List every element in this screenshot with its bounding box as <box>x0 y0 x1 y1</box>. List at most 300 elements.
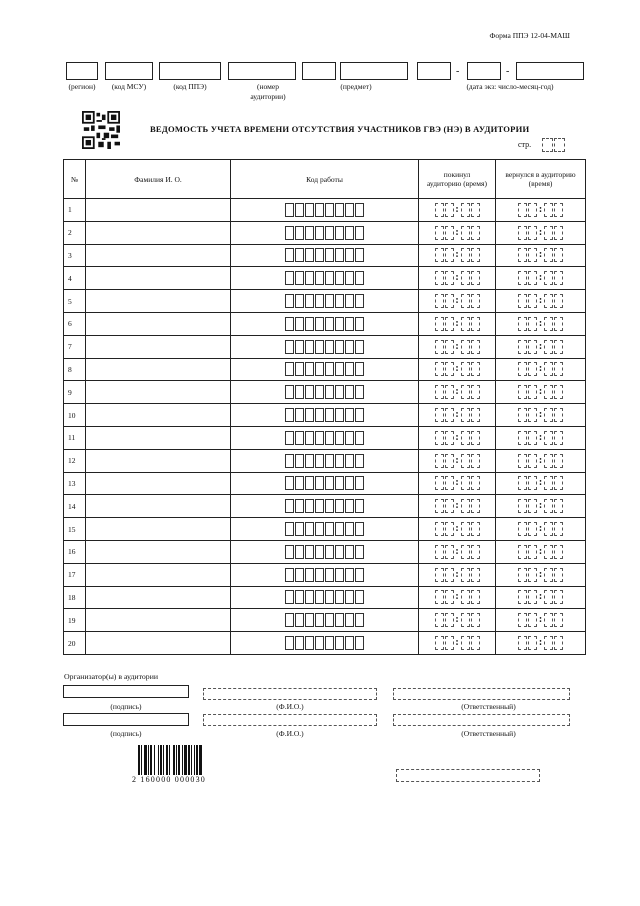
digit-cell[interactable] <box>554 226 563 240</box>
digit-cell[interactable] <box>305 362 314 376</box>
digit-cell[interactable] <box>315 317 324 331</box>
digit-cell[interactable] <box>285 248 294 262</box>
name-cell[interactable] <box>86 472 231 495</box>
digit-cell[interactable] <box>461 636 470 650</box>
digit-cell[interactable] <box>315 522 324 536</box>
digit-cell[interactable] <box>445 226 454 240</box>
digit-cell[interactable] <box>305 271 314 285</box>
digit-cell[interactable] <box>335 226 344 240</box>
digit-cell[interactable] <box>295 248 304 262</box>
digit-cell[interactable] <box>295 271 304 285</box>
name-cell[interactable] <box>86 381 231 404</box>
digit-cell[interactable] <box>355 226 364 240</box>
digit-cell[interactable] <box>325 568 334 582</box>
digit-cell[interactable] <box>461 499 470 513</box>
digit-cell[interactable] <box>295 522 304 536</box>
digit-cell[interactable] <box>305 613 314 627</box>
digit-cell[interactable] <box>471 522 480 536</box>
digit-cell[interactable] <box>544 590 553 604</box>
digit-cell[interactable] <box>285 271 294 285</box>
digit-cell[interactable] <box>295 568 304 582</box>
digit-cell[interactable] <box>461 613 470 627</box>
digit-cell[interactable] <box>528 499 537 513</box>
digit-cell[interactable] <box>345 317 354 331</box>
digit-cell[interactable] <box>355 385 364 399</box>
digit-cell[interactable] <box>355 454 364 468</box>
digit-cell[interactable] <box>335 590 344 604</box>
digit-cell[interactable] <box>355 294 364 308</box>
digit-cell[interactable] <box>315 545 324 559</box>
digit-cell[interactable] <box>435 408 444 422</box>
digit-cell[interactable] <box>345 568 354 582</box>
digit-cell[interactable] <box>461 568 470 582</box>
digit-cell[interactable] <box>355 636 364 650</box>
date-month-field[interactable] <box>467 62 501 80</box>
digit-cell[interactable] <box>325 431 334 445</box>
digit-cell[interactable] <box>335 545 344 559</box>
digit-cell[interactable] <box>305 203 314 217</box>
digit-cell[interactable] <box>445 545 454 559</box>
digit-cell[interactable] <box>528 203 537 217</box>
digit-cell[interactable] <box>335 636 344 650</box>
digit-cell[interactable] <box>305 568 314 582</box>
digit-cell[interactable] <box>518 454 527 468</box>
digit-cell[interactable] <box>518 294 527 308</box>
digit-cell[interactable] <box>355 522 364 536</box>
digit-cell[interactable] <box>315 590 324 604</box>
digit-cell[interactable] <box>528 408 537 422</box>
digit-cell[interactable] <box>518 408 527 422</box>
digit-cell[interactable] <box>315 248 324 262</box>
digit-cell[interactable] <box>295 454 304 468</box>
digit-cell[interactable] <box>445 248 454 262</box>
room-number-field[interactable] <box>228 62 296 80</box>
digit-cell[interactable] <box>544 340 553 354</box>
digit-cell[interactable] <box>471 248 480 262</box>
digit-cell[interactable] <box>315 454 324 468</box>
digit-cell[interactable] <box>285 590 294 604</box>
digit-cell[interactable] <box>554 613 563 627</box>
digit-cell[interactable] <box>461 271 470 285</box>
digit-cell[interactable] <box>305 294 314 308</box>
digit-cell[interactable] <box>285 522 294 536</box>
name-cell[interactable] <box>86 244 231 267</box>
subject-name-field[interactable] <box>340 62 408 80</box>
digit-cell[interactable] <box>435 499 444 513</box>
digit-cell[interactable] <box>471 226 480 240</box>
digit-cell[interactable] <box>295 499 304 513</box>
digit-cell[interactable] <box>554 340 563 354</box>
digit-cell[interactable] <box>518 431 527 445</box>
digit-cell[interactable] <box>295 636 304 650</box>
msu-code-field[interactable] <box>105 62 153 80</box>
digit-cell[interactable] <box>325 317 334 331</box>
digit-cell[interactable] <box>285 226 294 240</box>
ppe-code-field[interactable] <box>159 62 221 80</box>
organizer1-fio-field[interactable] <box>203 688 377 700</box>
date-year-field[interactable] <box>516 62 584 80</box>
digit-cell[interactable] <box>544 408 553 422</box>
digit-cell[interactable] <box>461 385 470 399</box>
digit-cell[interactable] <box>345 545 354 559</box>
digit-cell[interactable] <box>445 522 454 536</box>
digit-cell[interactable] <box>445 203 454 217</box>
digit-cell[interactable] <box>345 476 354 490</box>
name-cell[interactable] <box>86 540 231 563</box>
digit-cell[interactable] <box>285 431 294 445</box>
digit-cell[interactable] <box>285 362 294 376</box>
digit-cell[interactable] <box>528 431 537 445</box>
digit-cell[interactable] <box>461 317 470 331</box>
digit-cell[interactable] <box>518 499 527 513</box>
digit-cell[interactable] <box>325 385 334 399</box>
digit-cell[interactable] <box>335 613 344 627</box>
digit-cell[interactable] <box>445 271 454 285</box>
digit-cell[interactable] <box>435 522 444 536</box>
digit-cell[interactable] <box>315 613 324 627</box>
digit-cell[interactable] <box>345 271 354 285</box>
digit-cell[interactable] <box>345 590 354 604</box>
digit-cell[interactable] <box>471 362 480 376</box>
name-cell[interactable] <box>86 358 231 381</box>
digit-cell[interactable] <box>355 317 364 331</box>
digit-cell[interactable] <box>355 590 364 604</box>
name-cell[interactable] <box>86 290 231 313</box>
digit-cell[interactable] <box>345 248 354 262</box>
digit-cell[interactable] <box>305 454 314 468</box>
digit-cell[interactable] <box>325 613 334 627</box>
digit-cell[interactable] <box>335 568 344 582</box>
digit-cell[interactable] <box>335 385 344 399</box>
digit-cell[interactable] <box>285 499 294 513</box>
digit-cell[interactable] <box>471 454 480 468</box>
digit-cell[interactable] <box>435 636 444 650</box>
digit-cell[interactable] <box>461 362 470 376</box>
digit-cell[interactable] <box>285 317 294 331</box>
digit-cell[interactable] <box>355 499 364 513</box>
digit-cell[interactable] <box>345 454 354 468</box>
digit-cell[interactable] <box>325 271 334 285</box>
digit-cell[interactable] <box>445 568 454 582</box>
digit-cell[interactable] <box>544 203 553 217</box>
organizer2-responsible-field[interactable] <box>393 714 570 726</box>
digit-cell[interactable] <box>445 385 454 399</box>
digit-cell[interactable] <box>435 271 444 285</box>
digit-cell[interactable] <box>435 317 444 331</box>
digit-cell[interactable] <box>325 248 334 262</box>
digit-cell[interactable] <box>295 317 304 331</box>
digit-cell[interactable] <box>518 522 527 536</box>
digit-cell[interactable] <box>315 362 324 376</box>
digit-cell[interactable] <box>315 636 324 650</box>
digit-cell[interactable] <box>325 499 334 513</box>
digit-cell[interactable] <box>461 522 470 536</box>
digit-cell[interactable] <box>295 408 304 422</box>
digit-cell[interactable] <box>518 317 527 331</box>
digit-cell[interactable] <box>335 271 344 285</box>
digit-cell[interactable] <box>355 613 364 627</box>
digit-cell[interactable] <box>285 294 294 308</box>
digit-cell[interactable] <box>518 248 527 262</box>
digit-cell[interactable] <box>355 431 364 445</box>
digit-cell[interactable] <box>305 317 314 331</box>
digit-cell[interactable] <box>554 499 563 513</box>
digit-cell[interactable] <box>345 408 354 422</box>
organizer1-responsible-field[interactable] <box>393 688 570 700</box>
digit-cell[interactable] <box>295 385 304 399</box>
digit-cell[interactable] <box>471 590 480 604</box>
digit-cell[interactable] <box>518 362 527 376</box>
digit-cell[interactable] <box>355 248 364 262</box>
digit-cell[interactable] <box>544 248 553 262</box>
digit-cell[interactable] <box>435 454 444 468</box>
digit-cell[interactable] <box>335 476 344 490</box>
digit-cell[interactable] <box>345 294 354 308</box>
digit-cell[interactable] <box>295 340 304 354</box>
digit-cell[interactable] <box>285 545 294 559</box>
digit-cell[interactable] <box>305 248 314 262</box>
name-cell[interactable] <box>86 586 231 609</box>
digit-cell[interactable] <box>435 431 444 445</box>
digit-cell[interactable] <box>345 385 354 399</box>
region-field[interactable] <box>66 62 98 80</box>
digit-cell[interactable] <box>461 476 470 490</box>
digit-cell[interactable] <box>325 203 334 217</box>
digit-cell[interactable] <box>554 636 563 650</box>
digit-cell[interactable] <box>295 476 304 490</box>
digit-cell[interactable] <box>528 636 537 650</box>
digit-cell[interactable] <box>435 545 444 559</box>
digit-cell[interactable] <box>305 545 314 559</box>
digit-cell[interactable] <box>554 203 563 217</box>
digit-cell[interactable] <box>544 385 553 399</box>
digit-cell[interactable] <box>471 499 480 513</box>
digit-cell[interactable] <box>544 454 553 468</box>
digit-cell[interactable] <box>518 385 527 399</box>
digit-cell[interactable] <box>345 499 354 513</box>
digit-cell[interactable] <box>445 294 454 308</box>
digit-cell[interactable] <box>518 613 527 627</box>
digit-cell[interactable] <box>471 613 480 627</box>
digit-cell[interactable] <box>305 385 314 399</box>
digit-cell[interactable] <box>528 271 537 285</box>
page-digit-field[interactable] <box>554 138 565 152</box>
digit-cell[interactable] <box>305 636 314 650</box>
digit-cell[interactable] <box>305 590 314 604</box>
name-cell[interactable] <box>86 199 231 222</box>
digit-cell[interactable] <box>315 340 324 354</box>
digit-cell[interactable] <box>355 340 364 354</box>
digit-cell[interactable] <box>518 545 527 559</box>
digit-cell[interactable] <box>471 317 480 331</box>
digit-cell[interactable] <box>471 203 480 217</box>
digit-cell[interactable] <box>345 226 354 240</box>
digit-cell[interactable] <box>518 636 527 650</box>
organizer1-signature-field[interactable] <box>63 685 189 698</box>
digit-cell[interactable] <box>435 362 444 376</box>
digit-cell[interactable] <box>471 545 480 559</box>
digit-cell[interactable] <box>345 203 354 217</box>
organizer2-fio-field[interactable] <box>203 714 377 726</box>
digit-cell[interactable] <box>355 408 364 422</box>
digit-cell[interactable] <box>445 499 454 513</box>
digit-cell[interactable] <box>461 294 470 308</box>
digit-cell[interactable] <box>554 271 563 285</box>
digit-cell[interactable] <box>435 385 444 399</box>
digit-cell[interactable] <box>285 613 294 627</box>
digit-cell[interactable] <box>554 476 563 490</box>
digit-cell[interactable] <box>461 248 470 262</box>
digit-cell[interactable] <box>435 340 444 354</box>
digit-cell[interactable] <box>554 408 563 422</box>
name-cell[interactable] <box>86 449 231 472</box>
digit-cell[interactable] <box>554 568 563 582</box>
digit-cell[interactable] <box>461 226 470 240</box>
digit-cell[interactable] <box>544 362 553 376</box>
digit-cell[interactable] <box>528 340 537 354</box>
digit-cell[interactable] <box>544 476 553 490</box>
digit-cell[interactable] <box>528 568 537 582</box>
name-cell[interactable] <box>86 404 231 427</box>
digit-cell[interactable] <box>544 613 553 627</box>
digit-cell[interactable] <box>355 271 364 285</box>
name-cell[interactable] <box>86 632 231 655</box>
digit-cell[interactable] <box>295 590 304 604</box>
digit-cell[interactable] <box>445 362 454 376</box>
digit-cell[interactable] <box>325 545 334 559</box>
digit-cell[interactable] <box>345 431 354 445</box>
digit-cell[interactable] <box>305 431 314 445</box>
digit-cell[interactable] <box>315 431 324 445</box>
date-day-field[interactable] <box>417 62 451 80</box>
digit-cell[interactable] <box>461 454 470 468</box>
digit-cell[interactable] <box>544 317 553 331</box>
digit-cell[interactable] <box>528 362 537 376</box>
digit-cell[interactable] <box>295 203 304 217</box>
digit-cell[interactable] <box>461 590 470 604</box>
digit-cell[interactable] <box>325 522 334 536</box>
digit-cell[interactable] <box>528 294 537 308</box>
digit-cell[interactable] <box>435 613 444 627</box>
digit-cell[interactable] <box>345 340 354 354</box>
name-cell[interactable] <box>86 426 231 449</box>
digit-cell[interactable] <box>285 636 294 650</box>
digit-cell[interactable] <box>435 476 444 490</box>
digit-cell[interactable] <box>335 408 344 422</box>
digit-cell[interactable] <box>285 203 294 217</box>
digit-cell[interactable] <box>518 568 527 582</box>
digit-cell[interactable] <box>315 294 324 308</box>
digit-cell[interactable] <box>461 545 470 559</box>
digit-cell[interactable] <box>445 454 454 468</box>
digit-cell[interactable] <box>325 408 334 422</box>
digit-cell[interactable] <box>305 476 314 490</box>
digit-cell[interactable] <box>345 636 354 650</box>
digit-cell[interactable] <box>335 362 344 376</box>
name-cell[interactable] <box>86 495 231 518</box>
digit-cell[interactable] <box>325 590 334 604</box>
name-cell[interactable] <box>86 518 231 541</box>
digit-cell[interactable] <box>325 636 334 650</box>
digit-cell[interactable] <box>335 317 344 331</box>
digit-cell[interactable] <box>471 385 480 399</box>
digit-cell[interactable] <box>435 203 444 217</box>
digit-cell[interactable] <box>471 408 480 422</box>
digit-cell[interactable] <box>544 568 553 582</box>
digit-cell[interactable] <box>528 476 537 490</box>
digit-cell[interactable] <box>435 294 444 308</box>
digit-cell[interactable] <box>295 226 304 240</box>
digit-cell[interactable] <box>528 613 537 627</box>
digit-cell[interactable] <box>335 248 344 262</box>
digit-cell[interactable] <box>305 408 314 422</box>
digit-cell[interactable] <box>335 499 344 513</box>
digit-cell[interactable] <box>305 499 314 513</box>
digit-cell[interactable] <box>285 408 294 422</box>
digit-cell[interactable] <box>435 226 444 240</box>
digit-cell[interactable] <box>305 340 314 354</box>
digit-cell[interactable] <box>445 476 454 490</box>
digit-cell[interactable] <box>345 362 354 376</box>
digit-cell[interactable] <box>335 454 344 468</box>
digit-cell[interactable] <box>471 431 480 445</box>
name-cell[interactable] <box>86 221 231 244</box>
digit-cell[interactable] <box>315 408 324 422</box>
digit-cell[interactable] <box>471 294 480 308</box>
digit-cell[interactable] <box>471 340 480 354</box>
name-cell[interactable] <box>86 335 231 358</box>
digit-cell[interactable] <box>295 294 304 308</box>
digit-cell[interactable] <box>325 294 334 308</box>
name-cell[interactable] <box>86 312 231 335</box>
digit-cell[interactable] <box>544 271 553 285</box>
digit-cell[interactable] <box>461 203 470 217</box>
digit-cell[interactable] <box>435 590 444 604</box>
digit-cell[interactable] <box>305 522 314 536</box>
digit-cell[interactable] <box>518 271 527 285</box>
digit-cell[interactable] <box>528 248 537 262</box>
digit-cell[interactable] <box>544 431 553 445</box>
digit-cell[interactable] <box>445 317 454 331</box>
digit-cell[interactable] <box>335 203 344 217</box>
digit-cell[interactable] <box>528 522 537 536</box>
bottom-field[interactable] <box>396 769 540 782</box>
digit-cell[interactable] <box>554 362 563 376</box>
digit-cell[interactable] <box>335 294 344 308</box>
digit-cell[interactable] <box>315 476 324 490</box>
digit-cell[interactable] <box>335 340 344 354</box>
digit-cell[interactable] <box>461 408 470 422</box>
digit-cell[interactable] <box>285 454 294 468</box>
digit-cell[interactable] <box>435 568 444 582</box>
digit-cell[interactable] <box>295 613 304 627</box>
digit-cell[interactable] <box>528 545 537 559</box>
digit-cell[interactable] <box>544 545 553 559</box>
name-cell[interactable] <box>86 267 231 290</box>
digit-cell[interactable] <box>315 499 324 513</box>
digit-cell[interactable] <box>471 636 480 650</box>
digit-cell[interactable] <box>285 476 294 490</box>
digit-cell[interactable] <box>445 340 454 354</box>
digit-cell[interactable] <box>355 568 364 582</box>
digit-cell[interactable] <box>554 545 563 559</box>
digit-cell[interactable] <box>335 522 344 536</box>
digit-cell[interactable] <box>471 476 480 490</box>
digit-cell[interactable] <box>325 454 334 468</box>
digit-cell[interactable] <box>518 226 527 240</box>
digit-cell[interactable] <box>518 590 527 604</box>
digit-cell[interactable] <box>544 499 553 513</box>
